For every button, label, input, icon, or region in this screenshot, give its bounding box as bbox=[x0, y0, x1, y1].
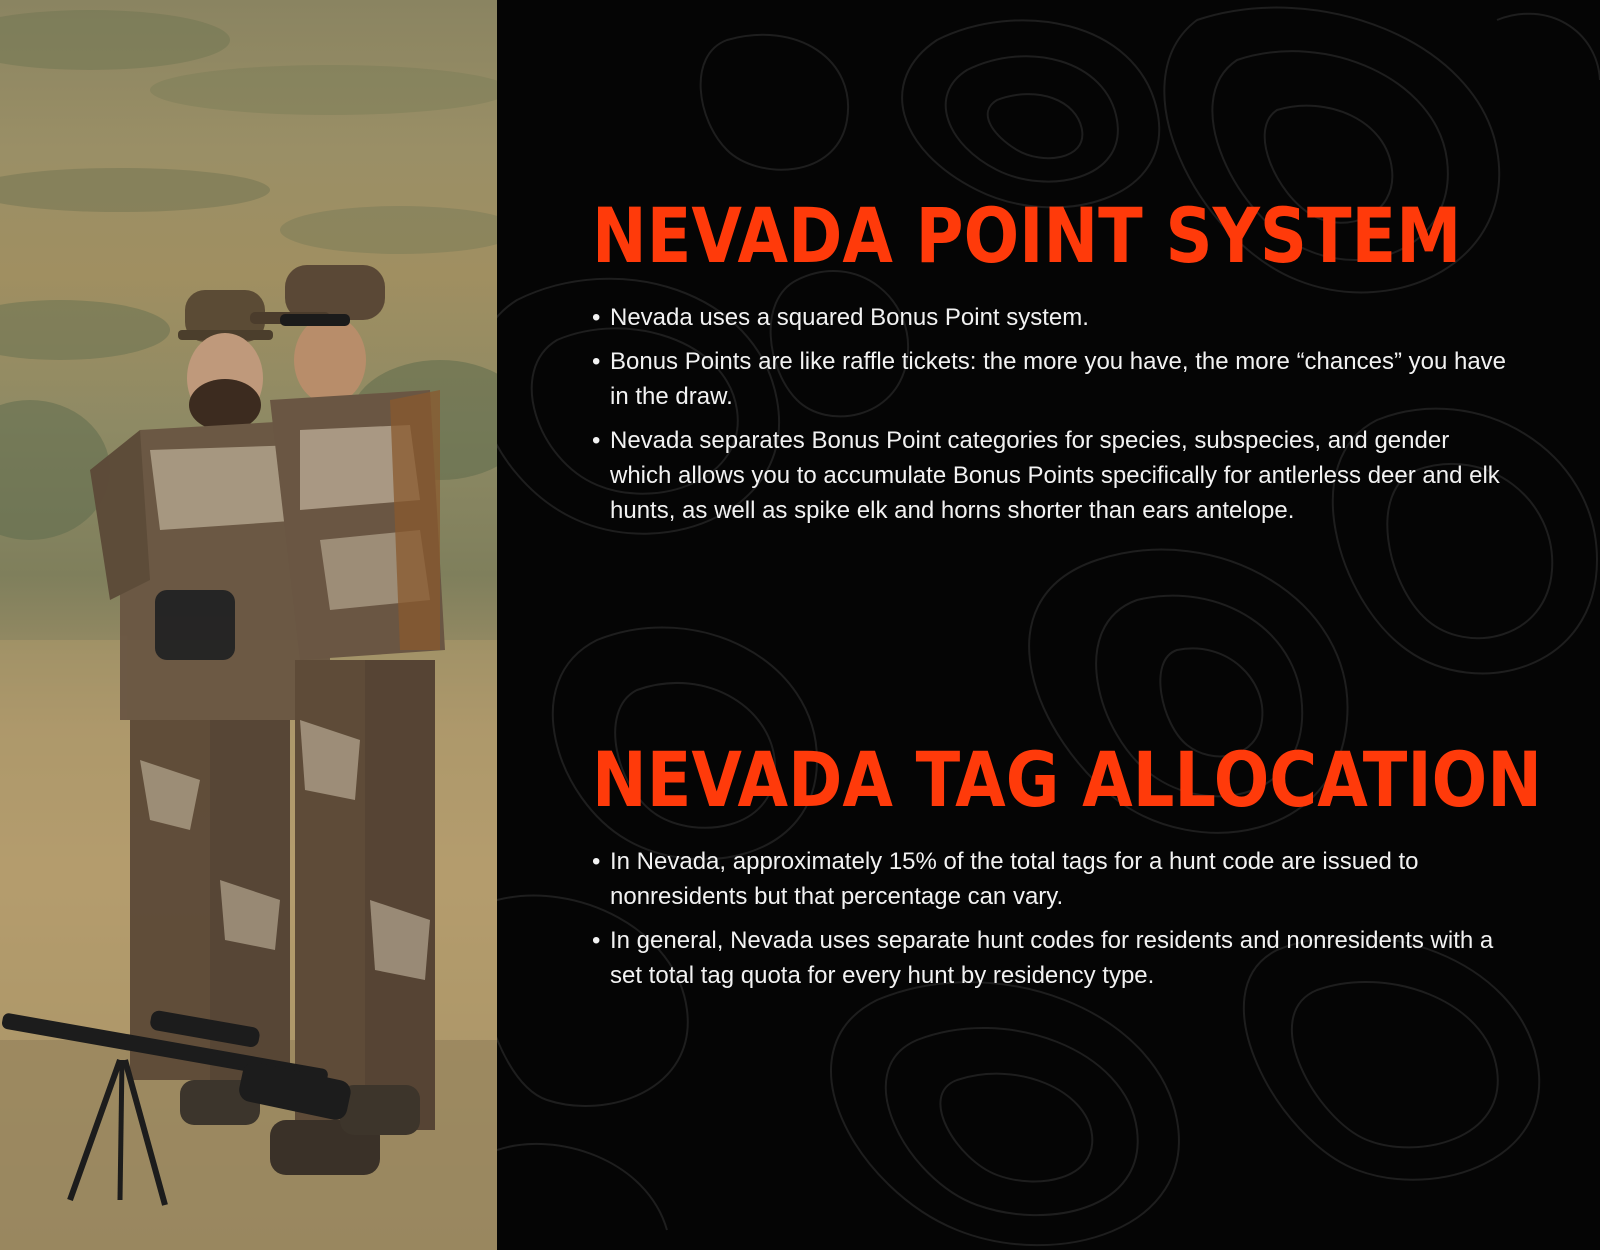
bullet-text: Nevada uses a squared Bonus Point system. bbox=[610, 304, 1089, 331]
bullet-text: In general, Nevada uses separate hunt codes for residents and nonresidents with a set total tag quota for every hunt by residency type. bbox=[610, 927, 1494, 989]
bullet-icon: • bbox=[592, 304, 601, 331]
bullet-text: In Nevada, approximately 15% of the total tags for a hunt code are issued to nonresidents but that percentage can vary. bbox=[610, 848, 1419, 910]
hunters-photo-illustration bbox=[0, 0, 497, 1250]
list-item bbox=[592, 923, 1512, 993]
bullet-text: Nevada separates Bonus Point categories for species, subspecies, and gender which allows you to accumulate Bonus Points specifically for antlerless deer and elk hunts, as well as spike elk and horns shorter than ears antelope. bbox=[610, 427, 1500, 524]
section-title: NEVADA TAG ALLOCATION bbox=[592, 735, 1542, 824]
content-panel bbox=[497, 0, 1600, 1250]
bullet-text: Bonus Points are like raffle tickets: the more you have, the more “chances” you have in the draw. bbox=[610, 348, 1507, 410]
list-item bbox=[592, 344, 1512, 414]
hunters-photo bbox=[0, 0, 497, 1250]
section-tag-allocation bbox=[592, 735, 1542, 1002]
list-item bbox=[592, 423, 1512, 528]
bullet-list bbox=[592, 300, 1512, 528]
bullet-icon: • bbox=[592, 927, 601, 954]
list-item bbox=[592, 300, 1512, 335]
bullet-icon: • bbox=[592, 348, 601, 375]
list-item bbox=[592, 844, 1512, 914]
section-point-system bbox=[592, 191, 1512, 537]
topographic-pattern bbox=[497, 0, 1600, 1250]
bullet-icon: • bbox=[592, 848, 601, 875]
bullet-list bbox=[592, 844, 1512, 993]
section-title: NEVADA POINT SYSTEM bbox=[592, 191, 1462, 280]
bullet-icon: • bbox=[592, 427, 601, 454]
